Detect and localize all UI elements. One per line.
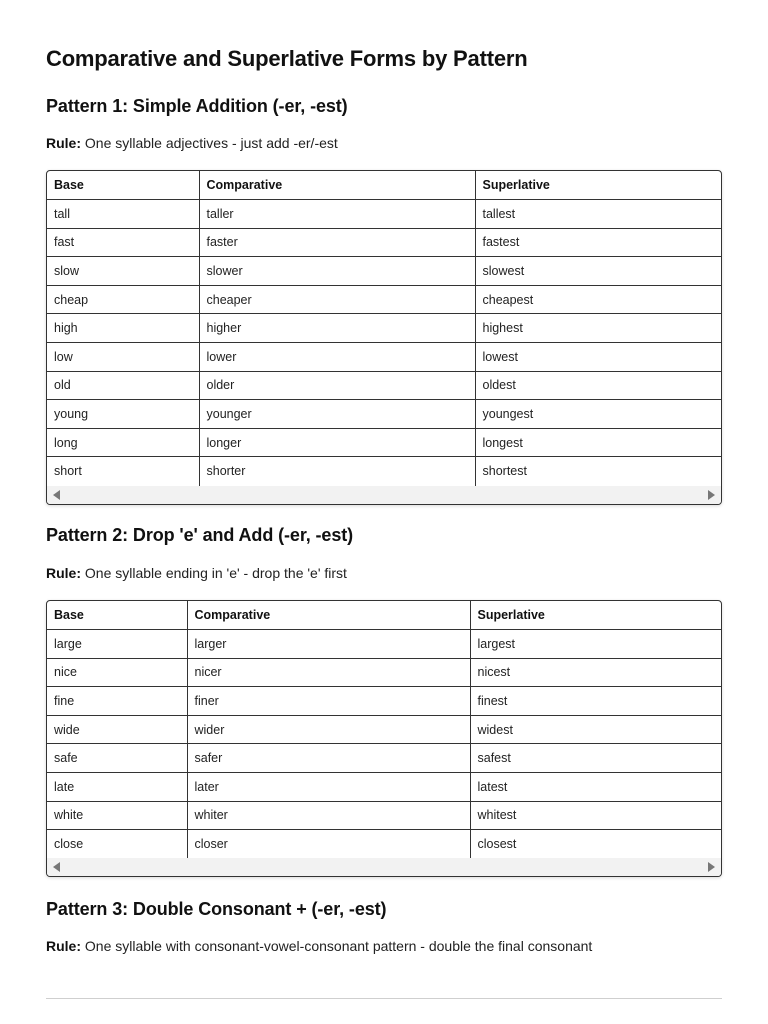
cell-base: wide bbox=[47, 715, 187, 744]
cell-superlative: slowest bbox=[475, 257, 721, 286]
cell-comparative: wider bbox=[187, 715, 470, 744]
triangle-left-icon[interactable] bbox=[53, 862, 60, 872]
cell-superlative: oldest bbox=[475, 371, 721, 400]
cell-comparative: later bbox=[187, 773, 470, 802]
table-row bbox=[47, 744, 721, 773]
table-row bbox=[47, 257, 721, 286]
table-header-row bbox=[47, 171, 721, 200]
table-header-row bbox=[47, 601, 721, 630]
rule-label: Rule: bbox=[46, 938, 81, 954]
cell-comparative: slower bbox=[199, 257, 475, 286]
rule-text: One syllable adjectives - just add -er/-est bbox=[81, 135, 338, 151]
cell-comparative: taller bbox=[199, 200, 475, 229]
cell-base: low bbox=[47, 343, 199, 372]
cell-superlative: tallest bbox=[475, 200, 721, 229]
cell-comparative: lower bbox=[199, 343, 475, 372]
cell-comparative: larger bbox=[187, 630, 470, 659]
triangle-right-icon[interactable] bbox=[708, 490, 715, 500]
column-header-superlative: Superlative bbox=[475, 171, 721, 200]
table-row bbox=[47, 687, 721, 716]
cell-comparative: closer bbox=[187, 830, 470, 859]
table-row bbox=[47, 371, 721, 400]
cell-superlative: lowest bbox=[475, 343, 721, 372]
cell-base: safe bbox=[47, 744, 187, 773]
cell-superlative: widest bbox=[470, 715, 721, 744]
cell-base: old bbox=[47, 371, 199, 400]
cell-base: large bbox=[47, 630, 187, 659]
cell-superlative: closest bbox=[477, 837, 517, 852]
table-row bbox=[47, 428, 721, 457]
cell-base: short bbox=[47, 457, 199, 486]
column-header-superlative: Superlative bbox=[470, 601, 721, 630]
cell-comparative: younger bbox=[199, 400, 475, 429]
triangle-right-icon[interactable] bbox=[708, 862, 715, 872]
cell-base: high bbox=[47, 314, 199, 343]
pattern-2-rule bbox=[46, 565, 347, 581]
cell-comparative: safer bbox=[187, 744, 470, 773]
section-divider bbox=[46, 998, 722, 999]
table-row bbox=[47, 658, 721, 687]
cell-base: cheap bbox=[47, 285, 199, 314]
table-row bbox=[47, 830, 721, 859]
pattern-1-rule bbox=[46, 135, 338, 151]
cell-comparative: finer bbox=[187, 687, 470, 716]
cell-superlative: latest bbox=[470, 773, 721, 802]
pattern-2-table-container[interactable] bbox=[46, 600, 722, 877]
cell-comparative: nicer bbox=[187, 658, 470, 687]
cell-base: fast bbox=[47, 228, 199, 257]
cell-base: late bbox=[47, 773, 187, 802]
cell-base: long bbox=[47, 428, 199, 457]
rule-label: Rule: bbox=[46, 135, 81, 151]
pattern-1-table-container[interactable] bbox=[46, 170, 722, 505]
column-header-comparative: Comparative bbox=[199, 171, 475, 200]
rule-text: One syllable ending in 'e' - drop the 'e' first bbox=[81, 565, 347, 581]
horizontal-scrollbar[interactable] bbox=[47, 486, 721, 504]
triangle-left-icon[interactable] bbox=[53, 490, 60, 500]
column-header-comparative: Comparative bbox=[187, 601, 470, 630]
cell-superlative: nicest bbox=[470, 658, 721, 687]
pattern-1-table bbox=[47, 171, 721, 486]
cell-superlative: largest bbox=[470, 630, 721, 659]
cell-base: white bbox=[47, 801, 187, 830]
table-row bbox=[47, 314, 721, 343]
cell-superlative: youngest bbox=[475, 400, 721, 429]
rule-label: Rule: bbox=[46, 565, 81, 581]
table-row bbox=[47, 715, 721, 744]
column-header-base: Base bbox=[47, 171, 199, 200]
table-row bbox=[47, 228, 721, 257]
pattern-3-heading: Pattern 3: Double Consonant + (-er, -est) bbox=[46, 899, 387, 919]
cell-comparative: faster bbox=[199, 228, 475, 257]
cell-comparative: higher bbox=[199, 314, 475, 343]
column-header-base: Base bbox=[47, 601, 187, 630]
table-row bbox=[47, 630, 721, 659]
cell-base: slow bbox=[47, 257, 199, 286]
cell-superlative: whitest bbox=[470, 801, 721, 830]
table-row bbox=[47, 200, 721, 229]
cell-superlative: finest bbox=[470, 687, 721, 716]
table-row bbox=[47, 457, 721, 486]
cell-superlative: cheapest bbox=[475, 285, 721, 314]
table-row bbox=[47, 400, 721, 429]
cell-base: close bbox=[47, 830, 187, 859]
cell-superlative: fastest bbox=[475, 228, 721, 257]
cell-superlative: shortest bbox=[482, 464, 527, 479]
table-row bbox=[47, 285, 721, 314]
cell-superlative: safest bbox=[470, 744, 721, 773]
cell-base: young bbox=[47, 400, 199, 429]
cell-base: fine bbox=[47, 687, 187, 716]
page-title: Comparative and Superlative Forms by Pattern bbox=[46, 46, 528, 71]
table-row bbox=[47, 343, 721, 372]
table-row bbox=[47, 801, 721, 830]
cell-comparative: shorter bbox=[199, 457, 475, 486]
horizontal-scrollbar[interactable] bbox=[47, 858, 721, 876]
cell-comparative: whiter bbox=[187, 801, 470, 830]
pattern-1-heading: Pattern 1: Simple Addition (-er, -est) bbox=[46, 96, 348, 116]
cell-superlative: highest bbox=[475, 314, 721, 343]
rule-text: One syllable with consonant-vowel-consonant pattern - double the final consonant bbox=[81, 938, 593, 954]
cell-comparative: cheaper bbox=[199, 285, 475, 314]
cell-comparative: longer bbox=[199, 428, 475, 457]
cell-superlative: longest bbox=[475, 428, 721, 457]
cell-base: tall bbox=[47, 200, 199, 229]
table-row bbox=[47, 773, 721, 802]
pattern-2-table bbox=[47, 601, 721, 858]
cell-comparative: older bbox=[199, 371, 475, 400]
cell-base: nice bbox=[47, 658, 187, 687]
pattern-2-heading: Pattern 2: Drop 'e' and Add (-er, -est) bbox=[46, 525, 354, 545]
pattern-3-rule bbox=[46, 938, 592, 954]
